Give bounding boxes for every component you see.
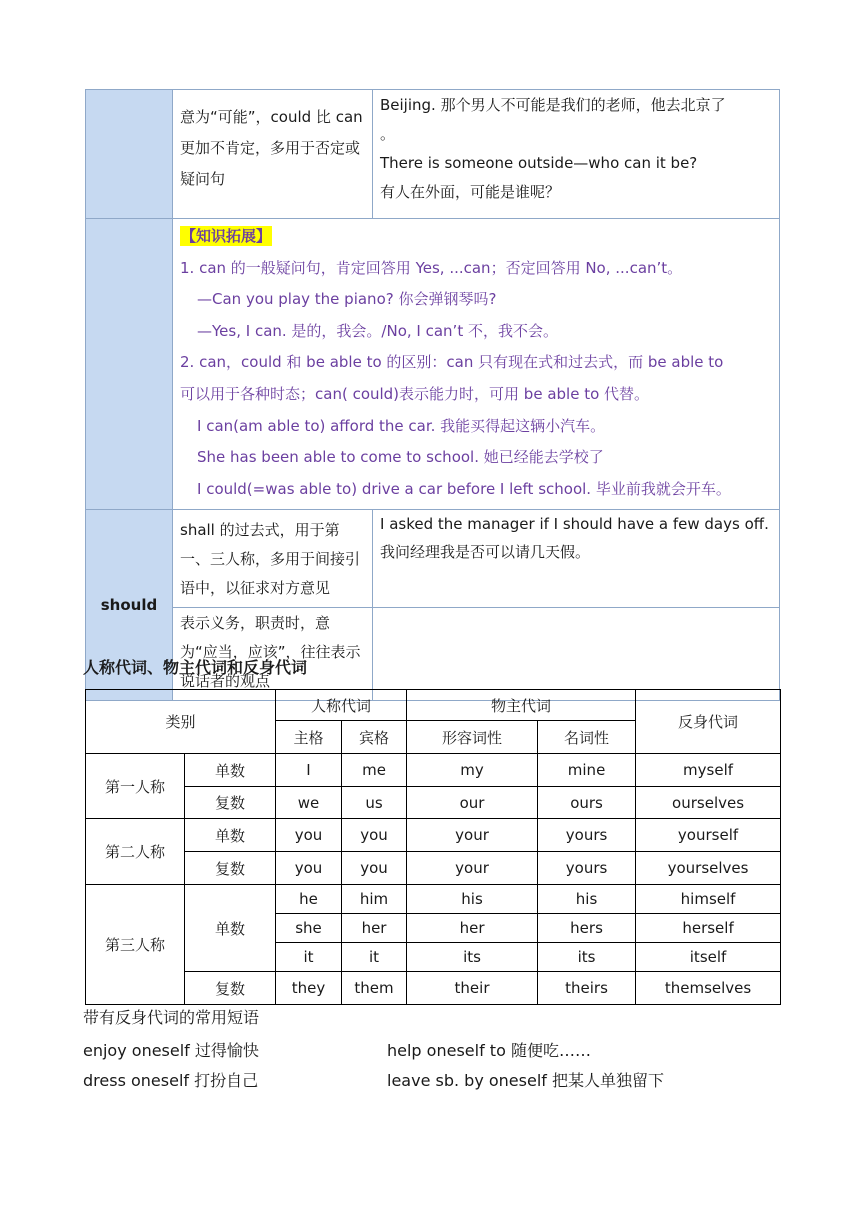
should-example-2 [373,608,779,616]
table-cell: she [276,914,342,943]
knowledge-expansion-tag: 【知识拓展】 [181,227,272,245]
person-label: 第三人称 [86,885,185,1005]
table-cell: mine [538,754,636,787]
header-personal: 人称代词 [276,690,407,721]
table-cell: me [342,754,407,787]
phrase-item: leave sb. by oneself 把某人单独留下 [387,1071,664,1090]
number-label: 复数 [185,972,276,1005]
expansion-line: I could(=was able to) drive a car before I left school. 毕业前我就会开车。 [197,479,731,498]
phrase-item: enjoy oneself 过得愉快 [83,1041,259,1060]
header-possessive: 物主代词 [407,690,636,721]
can-example-cell [373,90,780,219]
table-cell: ourselves [636,787,781,819]
person-label: 第二人称 [86,819,185,885]
table-cell: theirs [538,972,636,1005]
table-cell: hers [538,914,636,943]
table-cell: your [407,819,538,852]
table-cell: her [342,914,407,943]
table-cell: yours [538,852,636,885]
table-row [86,787,781,819]
table-row [86,819,781,852]
table-cell: themselves [636,972,781,1005]
should-example-line: 我问经理我是否可以请几天假。 [380,543,591,562]
word-cell-can [86,90,173,219]
knowledge-expansion-cell [173,219,780,510]
table-cell: yourself [636,819,781,852]
header-category: 类别 [86,690,276,754]
phrase-item: help oneself to 随便吃…… [387,1041,591,1060]
table-cell: him [342,885,407,914]
expansion-line: 2. can，could 和 be able to 的区别：can 只有现在式和过去式，而 be able to [180,353,724,372]
can-example-line: Beijing. 那个男人不可能是我们的老师，他去北京了 [380,96,726,114]
table-cell: yours [538,819,636,852]
section-title: 人称代词、物主代词和反身代词 [83,658,308,677]
should-meaning-1-cell [173,510,373,608]
table-cell: his [407,885,538,914]
can-example-line: 有人在外面，可能是谁呢？ [380,183,561,201]
modal-verb-table [85,89,780,701]
number-label: 单数 [185,754,276,787]
can-example-line: 。 [380,125,396,143]
table-row [86,885,781,914]
table-cell: you [276,819,342,852]
table-cell: my [407,754,538,787]
phrases-title: 带有反身代词的常用短语 [83,1008,260,1027]
table-cell: her [407,914,538,943]
table-cell: it [342,943,407,972]
word-cell-should: should [86,510,173,701]
word-cell-can-cont [86,219,173,510]
table-cell: itself [636,943,781,972]
table-cell: herself [636,914,781,943]
number-label: 复数 [185,852,276,885]
expansion-line: I can(am able to) afford the car. 我能买得起这辆小汽车。 [197,416,606,435]
phrase-item: dress oneself 打扮自己 [83,1071,259,1090]
can-meaning-cell [173,90,373,219]
table-cell: them [342,972,407,1005]
should-meaning-1: shall 的过去式，用于第一、三人称，多用于间接引语中，以征求对方意见 [180,521,361,598]
header-noun: 名词性 [538,721,636,754]
table-cell: their [407,972,538,1005]
table-cell: your [407,852,538,885]
table-cell: you [276,852,342,885]
header-adjective: 形容词性 [407,721,538,754]
header-reflexive: 反身代词 [636,690,781,754]
expansion-line: 可以用于各种时态；can( could)表示能力时，可用 be able to 代替。 [180,384,650,403]
should-example-line: I asked the manager if I should have a few days off. [380,515,769,534]
table-row [86,754,781,787]
table-cell: they [276,972,342,1005]
table-row [86,972,781,1005]
table-cell: he [276,885,342,914]
table-cell: myself [636,754,781,787]
expansion-line: She has been able to come to school. 她已经能去学校了 [197,448,604,467]
header-object: 宾格 [342,721,407,754]
number-label: 单数 [185,885,276,972]
expansion-line: —Can you play the piano? 你会弹钢琴吗? [197,290,497,309]
header-subject: 主格 [276,721,342,754]
table-cell: our [407,787,538,819]
table-cell: it [276,943,342,972]
table-cell: us [342,787,407,819]
person-label: 第一人称 [86,754,185,819]
should-meaning-2: 表示义务，职责时，意为“应当，应该”，往往表示说话者的观点 [180,614,361,691]
number-label: 复数 [185,787,276,819]
can-example-line: There is someone outside—who can it be? [380,154,698,172]
table-cell: its [407,943,538,972]
table-cell: you [342,852,407,885]
table-cell: I [276,754,342,787]
table-cell: we [276,787,342,819]
pronoun-table [85,689,781,1005]
table-row [86,852,781,885]
expansion-line: —Yes, I can. 是的，我会。/No, I can’t 不，我不会。 [197,321,558,340]
number-label: 单数 [185,819,276,852]
table-cell: ours [538,787,636,819]
table-cell: its [538,943,636,972]
table-cell: you [342,819,407,852]
can-meaning-text: 意为“可能”，could 比 can 更加不肯定，多用于否定或疑问句 [180,108,363,188]
table-cell: his [538,885,636,914]
table-cell: himself [636,885,781,914]
table-cell: yourselves [636,852,781,885]
should-example-2-cell [373,608,780,701]
expansion-line: 1. can 的一般疑问句，肯定回答用 Yes, ...can；否定回答用 No, ...can’t。 [180,258,683,277]
should-example-1-cell [373,510,780,608]
